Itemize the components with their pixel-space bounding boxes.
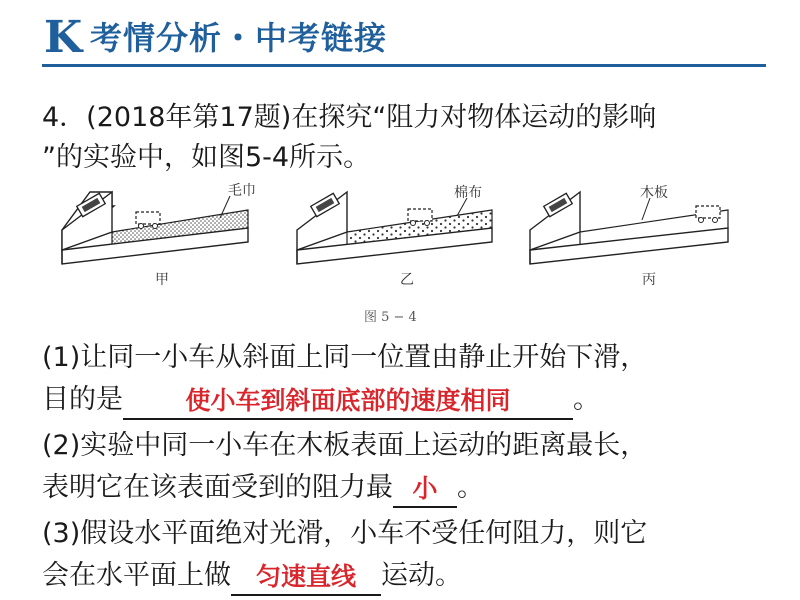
part3-answer-blank <box>231 562 381 596</box>
part3-line-1: (3)假设水平面绝对光滑，小车不受任何阻力，则它 <box>42 518 648 549</box>
part3-prefix: 会在水平面上做 <box>42 560 231 591</box>
panel-label-bing: 丙 <box>642 272 656 288</box>
part2-line-1: (2)实验中同一小车在木板表面上运动的距离最长， <box>42 430 648 461</box>
surface-label-towel: 毛巾 <box>228 183 256 199</box>
part2-answer: 小 <box>412 474 438 503</box>
part2-answer-blank <box>393 474 457 508</box>
part2-line-2 <box>42 468 484 508</box>
panel-towel <box>62 182 256 288</box>
part1-answer: 使小车到斜面底部的速度相同 <box>185 386 511 415</box>
experiment-figure <box>52 180 772 330</box>
slide-header <box>0 0 800 70</box>
part1-answer-blank <box>123 386 573 420</box>
panel-board <box>530 184 728 288</box>
surface-label-board: 木板 <box>640 185 668 201</box>
part3-suffix: 运动。 <box>381 560 462 591</box>
part2-prefix: 表明它在该表面受到的阻力最 <box>42 472 393 503</box>
question-line-2: ”的实验中，如图5-4所示。 <box>42 142 371 173</box>
part3-line-2 <box>42 556 462 596</box>
surface-label-cotton: 棉布 <box>454 185 482 201</box>
figure-caption: 图 5 − 4 <box>364 310 417 325</box>
part1-prefix: 目的是 <box>42 384 123 415</box>
part1-suffix: 。 <box>573 384 600 415</box>
slide-title: 考情分析・中考链接 <box>90 19 388 57</box>
k-logo: K <box>44 12 83 63</box>
panel-label-jia: 甲 <box>155 272 169 288</box>
part2-suffix: 。 <box>457 472 484 503</box>
experiment-diagram <box>52 180 772 330</box>
panel-label-yi: 乙 <box>400 272 414 288</box>
header-divider <box>42 64 766 67</box>
part1-line-1: (1)让同一小车从斜面上同一位置由静止开始下滑， <box>42 342 648 373</box>
question-line-1: 4．(2018年第17题)在探究“阻力对物体运动的影响 <box>42 102 657 133</box>
part3-answer: 匀速直线 <box>255 562 356 591</box>
part1-line-2 <box>42 380 600 420</box>
panel-cotton <box>297 184 492 288</box>
